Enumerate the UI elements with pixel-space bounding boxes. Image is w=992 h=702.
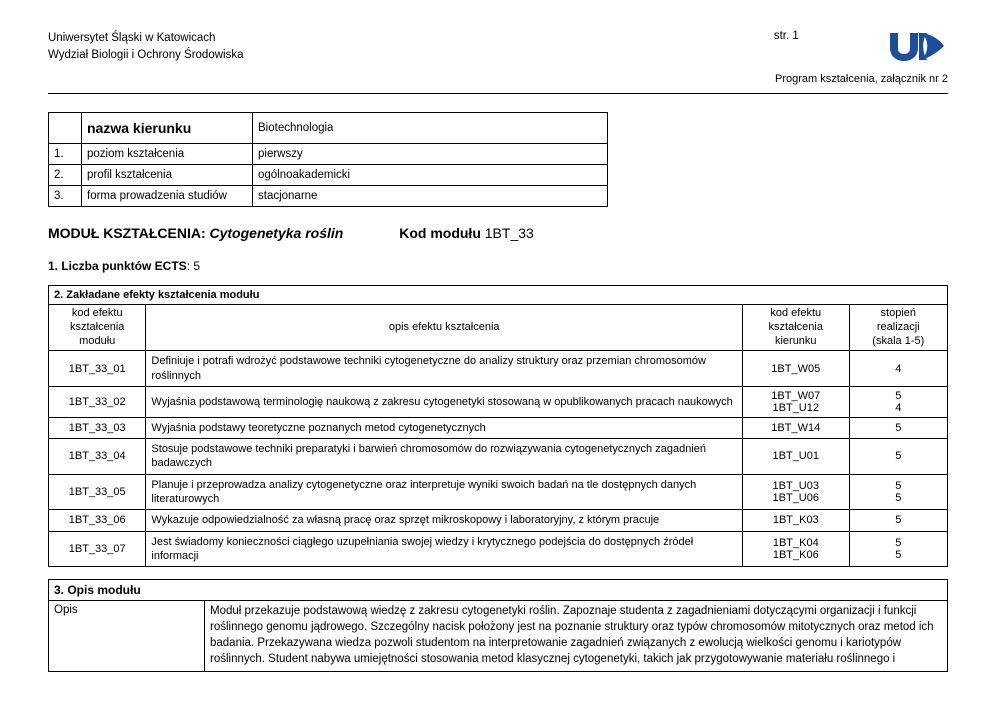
- faculty-name: Wydział Biologii i Ochrony Środowiska: [48, 48, 244, 61]
- effect-stopien: 5: [849, 510, 947, 531]
- effects-section: [48, 285, 948, 567]
- ects-label: 1. Liczba punktów ECTS: [48, 259, 187, 273]
- effect-kierunek-code-l2: 1BT_U12: [772, 401, 819, 414]
- ects-line: [48, 259, 948, 273]
- effect-stopien-l2: 5: [895, 548, 902, 561]
- effect-stopien: 4: [849, 351, 947, 387]
- header-code-kierunek: [742, 305, 849, 351]
- table-row: [49, 186, 608, 207]
- table-row: [49, 474, 948, 510]
- effect-description: Wykazuje odpowiedzialność za własną pracę oraz sprzęt mikroskopowy i laboratoryjny, z którym pracuje: [146, 510, 743, 531]
- module-name: Cytogenetyka roślin: [209, 225, 344, 241]
- document-header: [48, 30, 948, 85]
- effect-kierunek-code: [742, 474, 849, 510]
- table-row: [49, 417, 948, 438]
- effect-kierunek-code-l1: 1BT_U03: [772, 480, 819, 493]
- effect-kierunek-code-l2: 1BT_K06: [772, 548, 819, 561]
- header-institution: [48, 30, 243, 63]
- effect-code: 1BT_33_04: [49, 439, 146, 475]
- table-row: [49, 165, 608, 186]
- module-prefix: MODUŁ KSZTAŁCENIA:: [48, 225, 206, 241]
- description-section-title: 3. Opis modułu: [49, 580, 948, 601]
- header-stopien-l3: (skala 1-5): [872, 334, 925, 347]
- row-number: [49, 113, 82, 144]
- effect-kierunek-code: 1BT_W14: [742, 417, 849, 438]
- header-stopien: [849, 305, 947, 351]
- description-section: [48, 579, 948, 671]
- table-row: [49, 601, 948, 671]
- effect-stopien: 5: [849, 417, 947, 438]
- header-right-block: [688, 30, 948, 85]
- module-code-label: Kod modułu: [399, 225, 481, 241]
- effect-code: 1BT_33_06: [49, 510, 146, 531]
- effect-stopien: [849, 531, 947, 567]
- header-description: opis efektu kształcenia: [146, 305, 743, 351]
- table-row: [49, 144, 608, 165]
- header-code-kierunek-l3: kierunku: [774, 334, 817, 347]
- description-table: [48, 579, 948, 671]
- table-row: [49, 439, 948, 475]
- header-stopien-l2: realizacji: [876, 320, 920, 333]
- row-value: stacjonarne: [253, 186, 608, 207]
- effect-kierunek-code: 1BT_W05: [742, 351, 849, 387]
- header-caption: Program kształcenia, załącznik nr 2: [774, 73, 948, 85]
- description-label: Opis: [49, 601, 205, 671]
- ects-value: : 5: [186, 259, 201, 273]
- row-number: 3.: [49, 186, 82, 207]
- description-section-title-row: [49, 580, 948, 601]
- effect-description: Definiuje i potrafi wdrożyć podstawowe techniki cytogenetyczne do analizy struktury oraz przemian chromosomów roślinnych: [146, 351, 743, 387]
- effect-stopien-l1: 5: [895, 389, 902, 402]
- description-text: Moduł przekazuje podstawową wiedzę z zakresu cytogenetyki roślin. Zapoznaje studenta z zagadnieniami dotyczącymi organizacji i funkcji roślinnego genomu jądrowego. Szczególny nacisk położony jest na poznanie struktury oraz typów chromosomów mitotycznych oraz metod ich badania. Przekazywana wiedza pozwoli studentom na interpretowanie zagadnień związanych z ewolucją wielkości genomu i kariotypów roślinnych. Student nabywa umiejętności stosowania metod klasycznej cytogenetyki, takich jak przygotowywanie materiału roślinnego i: [205, 601, 948, 671]
- effect-stopien-l1: 5: [895, 536, 902, 549]
- effect-kierunek-code-l1: 1BT_W07: [771, 389, 821, 402]
- row-label: forma prowadzenia studiów: [82, 186, 253, 207]
- table-row: [49, 386, 948, 417]
- effect-kierunek-code: [742, 531, 849, 567]
- effect-description: Wyjaśnia podstawową terminologię naukową z zakresu cytogenetyki stosowaną w opublikowanych pracach naukowych: [146, 386, 743, 417]
- effect-code: 1BT_33_01: [49, 351, 146, 387]
- effect-code: 1BT_33_07: [49, 531, 146, 567]
- header-code-module-l2: kształcenia: [70, 320, 125, 333]
- kierunek-table: [48, 112, 608, 207]
- table-row: [49, 531, 948, 567]
- effect-stopien-l2: 4: [895, 401, 902, 414]
- row-value: pierwszy: [253, 144, 608, 165]
- row-label: poziom kształcenia: [82, 144, 253, 165]
- page-number: str. 1: [773, 30, 799, 42]
- effect-description: Stosuje podstawowe techniki preparatyki i barwień chromosomów do rozwiązywania cytogenetycznych zagadnień badawczych: [146, 439, 743, 475]
- row-number: 2.: [49, 165, 82, 186]
- effect-description: Wyjaśnia podstawy teoretyczne poznanych metod cytogenetycznych: [146, 417, 743, 438]
- row-number: 1.: [49, 144, 82, 165]
- row-value: ogólnoakademicki: [253, 165, 608, 186]
- table-row: [49, 351, 948, 387]
- effect-stopien-l1: 5: [895, 480, 902, 493]
- university-logo: [886, 30, 948, 64]
- header-code-module: [49, 305, 146, 351]
- row-label: profil kształcenia: [82, 165, 253, 186]
- effect-code: 1BT_33_02: [49, 386, 146, 417]
- effect-stopien: [849, 474, 947, 510]
- module-heading: [48, 225, 948, 241]
- effects-section-title-row: [49, 286, 948, 305]
- table-row: [49, 113, 608, 144]
- effects-table: [48, 285, 948, 567]
- effect-kierunek-code: 1BT_U01: [742, 439, 849, 475]
- header-divider: [48, 93, 948, 94]
- effects-table-header: [49, 305, 948, 351]
- effect-stopien: 5: [849, 439, 947, 475]
- table-row: [49, 510, 948, 531]
- effect-code: 1BT_33_05: [49, 474, 146, 510]
- effect-kierunek-code: 1BT_K03: [742, 510, 849, 531]
- row-label: nazwa kierunku: [82, 113, 253, 144]
- row-value: Biotechnologia: [253, 113, 608, 144]
- effect-description: Planuje i przeprowadza analizy cytogenetyczne oraz interpretuje wyniki swoich badań na tle dostępnych danych literaturowych: [146, 474, 743, 510]
- header-code-kierunek-l2: kształcenia: [768, 320, 823, 333]
- header-code-module-l3: modułu: [79, 334, 116, 347]
- header-stopien-l1: stopień: [880, 307, 917, 319]
- header-code-module-l1: kod efektu: [71, 307, 123, 319]
- header-code-kierunek-l1: kod efektu: [770, 307, 822, 319]
- effect-kierunek-code-l1: 1BT_K04: [772, 536, 819, 549]
- effect-code: 1BT_33_03: [49, 417, 146, 438]
- effect-stopien: [849, 386, 947, 417]
- effect-kierunek-code: [742, 386, 849, 417]
- page-content: [48, 30, 948, 672]
- module-code-value: 1BT_33: [484, 225, 534, 241]
- effect-description: Jest świadomy konieczności ciągłego uzupełniania swojej wiedzy i krytycznego podejścia do dostępnych źródeł informacji: [146, 531, 743, 567]
- university-name: Uniwersytet Śląski w Katowicach: [48, 32, 216, 44]
- effect-kierunek-code-l2: 1BT_U06: [772, 492, 819, 505]
- effects-section-title: 2. Zakładane efekty kształcenia modułu: [49, 286, 948, 305]
- effect-stopien-l2: 5: [895, 492, 902, 505]
